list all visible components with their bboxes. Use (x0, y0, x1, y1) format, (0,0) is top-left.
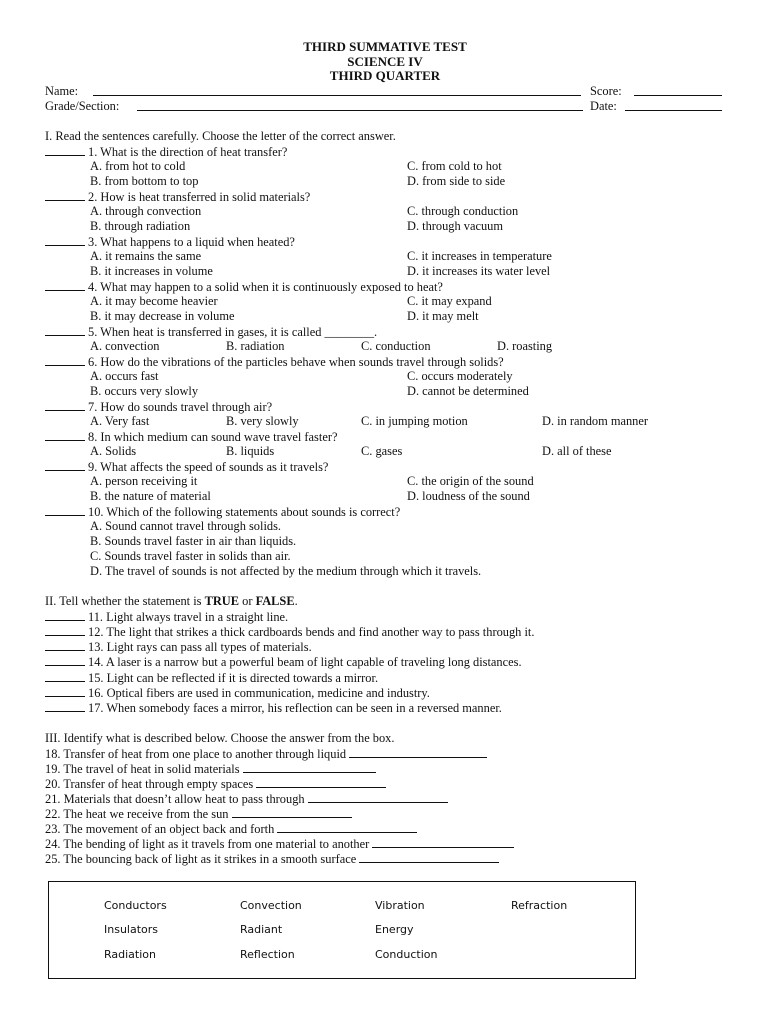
choice-a: A. convection (90, 338, 160, 353)
question-3 (45, 234, 725, 279)
item-text: 19. The travel of heat in solid materials (45, 761, 240, 776)
item-text: 24. The bending of light as it travels from one material to another (45, 836, 370, 851)
question-text: 10. Which of the following statements about sounds is correct? (88, 504, 401, 519)
answer-line-24[interactable] (372, 836, 514, 848)
word-refraction: Refraction (511, 899, 568, 912)
answer-line-25[interactable] (359, 851, 499, 863)
question-7 (45, 399, 725, 429)
choice-d: D. in random manner (542, 413, 648, 428)
id-item-19 (45, 761, 725, 776)
choice-c: C. it may expand (407, 293, 492, 308)
or-word: or (239, 593, 256, 608)
choice-d: D. The travel of sounds is not affected by the medium through which it travels. (90, 563, 482, 578)
choice-c: C. it increases in temperature (407, 248, 552, 263)
question-9 (45, 459, 725, 504)
choice-c: C. the origin of the sound (407, 473, 534, 488)
statement-text: 16. Optical fibers are used in communication, medicine and industry. (88, 685, 430, 700)
choice-d: D. roasting (497, 338, 553, 353)
word-insulators: Insulators (104, 923, 159, 936)
name-label: Name: (45, 83, 79, 98)
answer-blank-12[interactable] (45, 624, 85, 636)
id-item-18 (45, 746, 725, 761)
choice-c: C. conduction (361, 338, 431, 353)
answer-blank-10[interactable] (45, 504, 85, 516)
name-score-row (45, 84, 725, 99)
word-energy: Energy (375, 923, 414, 936)
tf-item-12 (45, 624, 725, 639)
choice-b: B. it increases in volume (90, 263, 213, 278)
question-text: 9. What affects the speed of sounds as it travels? (88, 459, 329, 474)
word-conduction: Conduction (375, 948, 438, 961)
tf-item-14 (45, 654, 725, 669)
answer-blank-16[interactable] (45, 685, 85, 697)
choice-a: A. from hot to cold (90, 158, 186, 173)
item-text: 25. The bouncing back of light as it strikes in a smooth surface (45, 851, 357, 866)
question-10 (45, 504, 725, 579)
answer-line-21[interactable] (308, 791, 448, 803)
answer-blank-4[interactable] (45, 279, 85, 291)
question-text: 4. What may happen to a solid when it is continuously exposed to heat? (88, 279, 443, 294)
choice-a: A. Sound cannot travel through solids. (90, 518, 282, 533)
answer-line-20[interactable] (256, 776, 386, 788)
answer-blank-8[interactable] (45, 429, 85, 441)
test-header (45, 40, 725, 84)
score-label: Score: (590, 83, 622, 98)
tf-item-11 (45, 609, 725, 624)
question-text: 1. What is the direction of heat transfer? (88, 144, 288, 159)
id-item-22 (45, 806, 725, 821)
choice-d: D. it may melt (407, 308, 479, 323)
part2-instruction (45, 594, 725, 609)
word-vibration: Vibration (375, 899, 425, 912)
choice-d: D. loudness of the sound (407, 488, 530, 503)
true-word: TRUE (204, 593, 240, 608)
date-label: Date: (590, 98, 617, 113)
choice-b: B. it may decrease in volume (90, 308, 235, 323)
choice-d: D. through vacuum (407, 218, 504, 233)
statement-text: 12. The light that strikes a thick cardboards bends and find another way to pass through it. (88, 624, 535, 639)
choice-a: A. person receiving it (90, 473, 198, 488)
choice-b: B. Sounds travel faster in air than liquids. (90, 533, 297, 548)
question-2 (45, 189, 725, 234)
item-text: 22. The heat we receive from the sun (45, 806, 229, 821)
statement-text: 13. Light rays can pass all types of materials. (88, 640, 312, 655)
word-convection: Convection (240, 899, 302, 912)
question-4 (45, 279, 725, 324)
answer-blank-9[interactable] (45, 459, 85, 471)
item-text: 18. Transfer of heat from one place to another through liquid (45, 746, 347, 761)
answer-blank-15[interactable] (45, 670, 85, 682)
question-text: 3. What happens to a liquid when heated? (88, 234, 295, 249)
part2-instruction-text: II. Tell whether the statement is (45, 593, 205, 608)
choice-c: C. from cold to hot (407, 158, 502, 173)
word-radiant: Radiant (240, 923, 283, 936)
choice-b: B. from bottom to top (90, 173, 199, 188)
word-radiation: Radiation (104, 948, 156, 961)
choice-c: C. occurs moderately (407, 368, 513, 383)
grade-date-row (45, 99, 725, 114)
part1-instruction: I. Read the sentences carefully. Choose the letter of the correct answer. (45, 128, 396, 143)
question-8 (45, 429, 725, 459)
id-item-23 (45, 821, 725, 836)
answer-blank-5[interactable] (45, 324, 85, 336)
answer-blank-7[interactable] (45, 399, 85, 411)
answer-line-18[interactable] (349, 746, 487, 758)
part2-instruction-end: . (294, 593, 298, 608)
choice-b: B. through radiation (90, 218, 191, 233)
answer-blank-13[interactable] (45, 639, 85, 651)
choice-d: D. all of these (542, 443, 612, 458)
item-text: 21. Materials that doesn’t allow heat to pass through (45, 791, 305, 806)
answer-blank-11[interactable] (45, 609, 85, 621)
subject-title: SCIENCE IV (347, 53, 423, 69)
choice-c: C. through conduction (407, 203, 519, 218)
part3-instruction: III. Identify what is described below. Choose the answer from the box. (45, 730, 395, 745)
answer-line-19[interactable] (243, 761, 376, 773)
id-item-24 (45, 836, 725, 851)
date-field[interactable] (625, 99, 722, 111)
answer-blank-17[interactable] (45, 700, 85, 712)
choice-b: B. liquids (226, 443, 275, 458)
question-text: 6. How do the vibrations of the particles behave when sounds travel through solids? (88, 354, 504, 369)
choice-a: A. it may become heavier (90, 293, 218, 308)
id-item-21 (45, 791, 725, 806)
statement-text: 15. Light can be reflected if it is directed towards a mirror. (88, 670, 379, 685)
question-text: 7. How do sounds travel through air? (88, 399, 273, 414)
statement-text: 14. A laser is a narrow but a powerful beam of light capable of traveling long distances. (88, 655, 522, 670)
tf-item-17 (45, 700, 725, 715)
question-5 (45, 324, 725, 354)
id-item-20 (45, 776, 725, 791)
question-text: 8. In which medium can sound wave travel faster? (88, 429, 338, 444)
choice-a: A. it remains the same (90, 248, 202, 263)
tf-item-16 (45, 685, 725, 700)
test-title: THIRD SUMMATIVE TEST (303, 39, 467, 54)
choice-b: B. radiation (226, 338, 285, 353)
item-text: 20. Transfer of heat through empty spaces (45, 776, 254, 791)
choice-b: B. very slowly (226, 413, 299, 428)
statement-text: 11. Light always travel in a straight line. (88, 609, 289, 624)
question-text: 2. How is heat transferred in solid materials? (88, 189, 311, 204)
choice-b: B. occurs very slowly (90, 383, 199, 398)
tf-item-15 (45, 670, 725, 685)
tf-item-13 (45, 639, 725, 654)
answer-word-box (48, 881, 636, 979)
question-text: 5. When heat is transferred in gases, it is called ________. (88, 324, 378, 339)
answer-blank-3[interactable] (45, 234, 85, 246)
question-6 (45, 354, 725, 399)
choice-d: D. from side to side (407, 173, 506, 188)
answer-blank-1[interactable] (45, 144, 85, 156)
false-word: FALSE (255, 593, 295, 608)
choice-a: A. Solids (90, 443, 137, 458)
answer-blank-6[interactable] (45, 354, 85, 366)
answer-line-23[interactable] (277, 821, 417, 833)
answer-blank-2[interactable] (45, 189, 85, 201)
score-field[interactable] (634, 84, 722, 96)
grade-section-label: Grade/Section: (45, 98, 120, 113)
choice-d: D. it increases its water level (407, 263, 551, 278)
choice-a: A. occurs fast (90, 368, 159, 383)
word-reflection: Reflection (240, 948, 295, 961)
answer-line-22[interactable] (232, 806, 352, 818)
choice-a: A. Very fast (90, 413, 150, 428)
name-field[interactable] (93, 84, 581, 96)
statement-text: 17. When somebody faces a mirror, his reflection can be seen in a reversed manner. (88, 701, 502, 716)
test-page (45, 40, 725, 866)
choice-c: C. Sounds travel faster in solids than air. (90, 548, 291, 563)
item-text: 23. The movement of an object back and forth (45, 821, 275, 836)
answer-blank-14[interactable] (45, 654, 85, 666)
quarter-title: THIRD QUARTER (329, 68, 441, 83)
choice-a: A. through convection (90, 203, 202, 218)
choice-c: C. in jumping motion (361, 413, 468, 428)
choice-b: B. the nature of material (90, 488, 211, 503)
word-conductors: Conductors (104, 899, 167, 912)
question-1 (45, 144, 725, 189)
choice-c: C. gases (361, 443, 403, 458)
grade-section-field[interactable] (137, 99, 583, 111)
choice-d: D. cannot be determined (407, 383, 529, 398)
id-item-25 (45, 851, 725, 866)
